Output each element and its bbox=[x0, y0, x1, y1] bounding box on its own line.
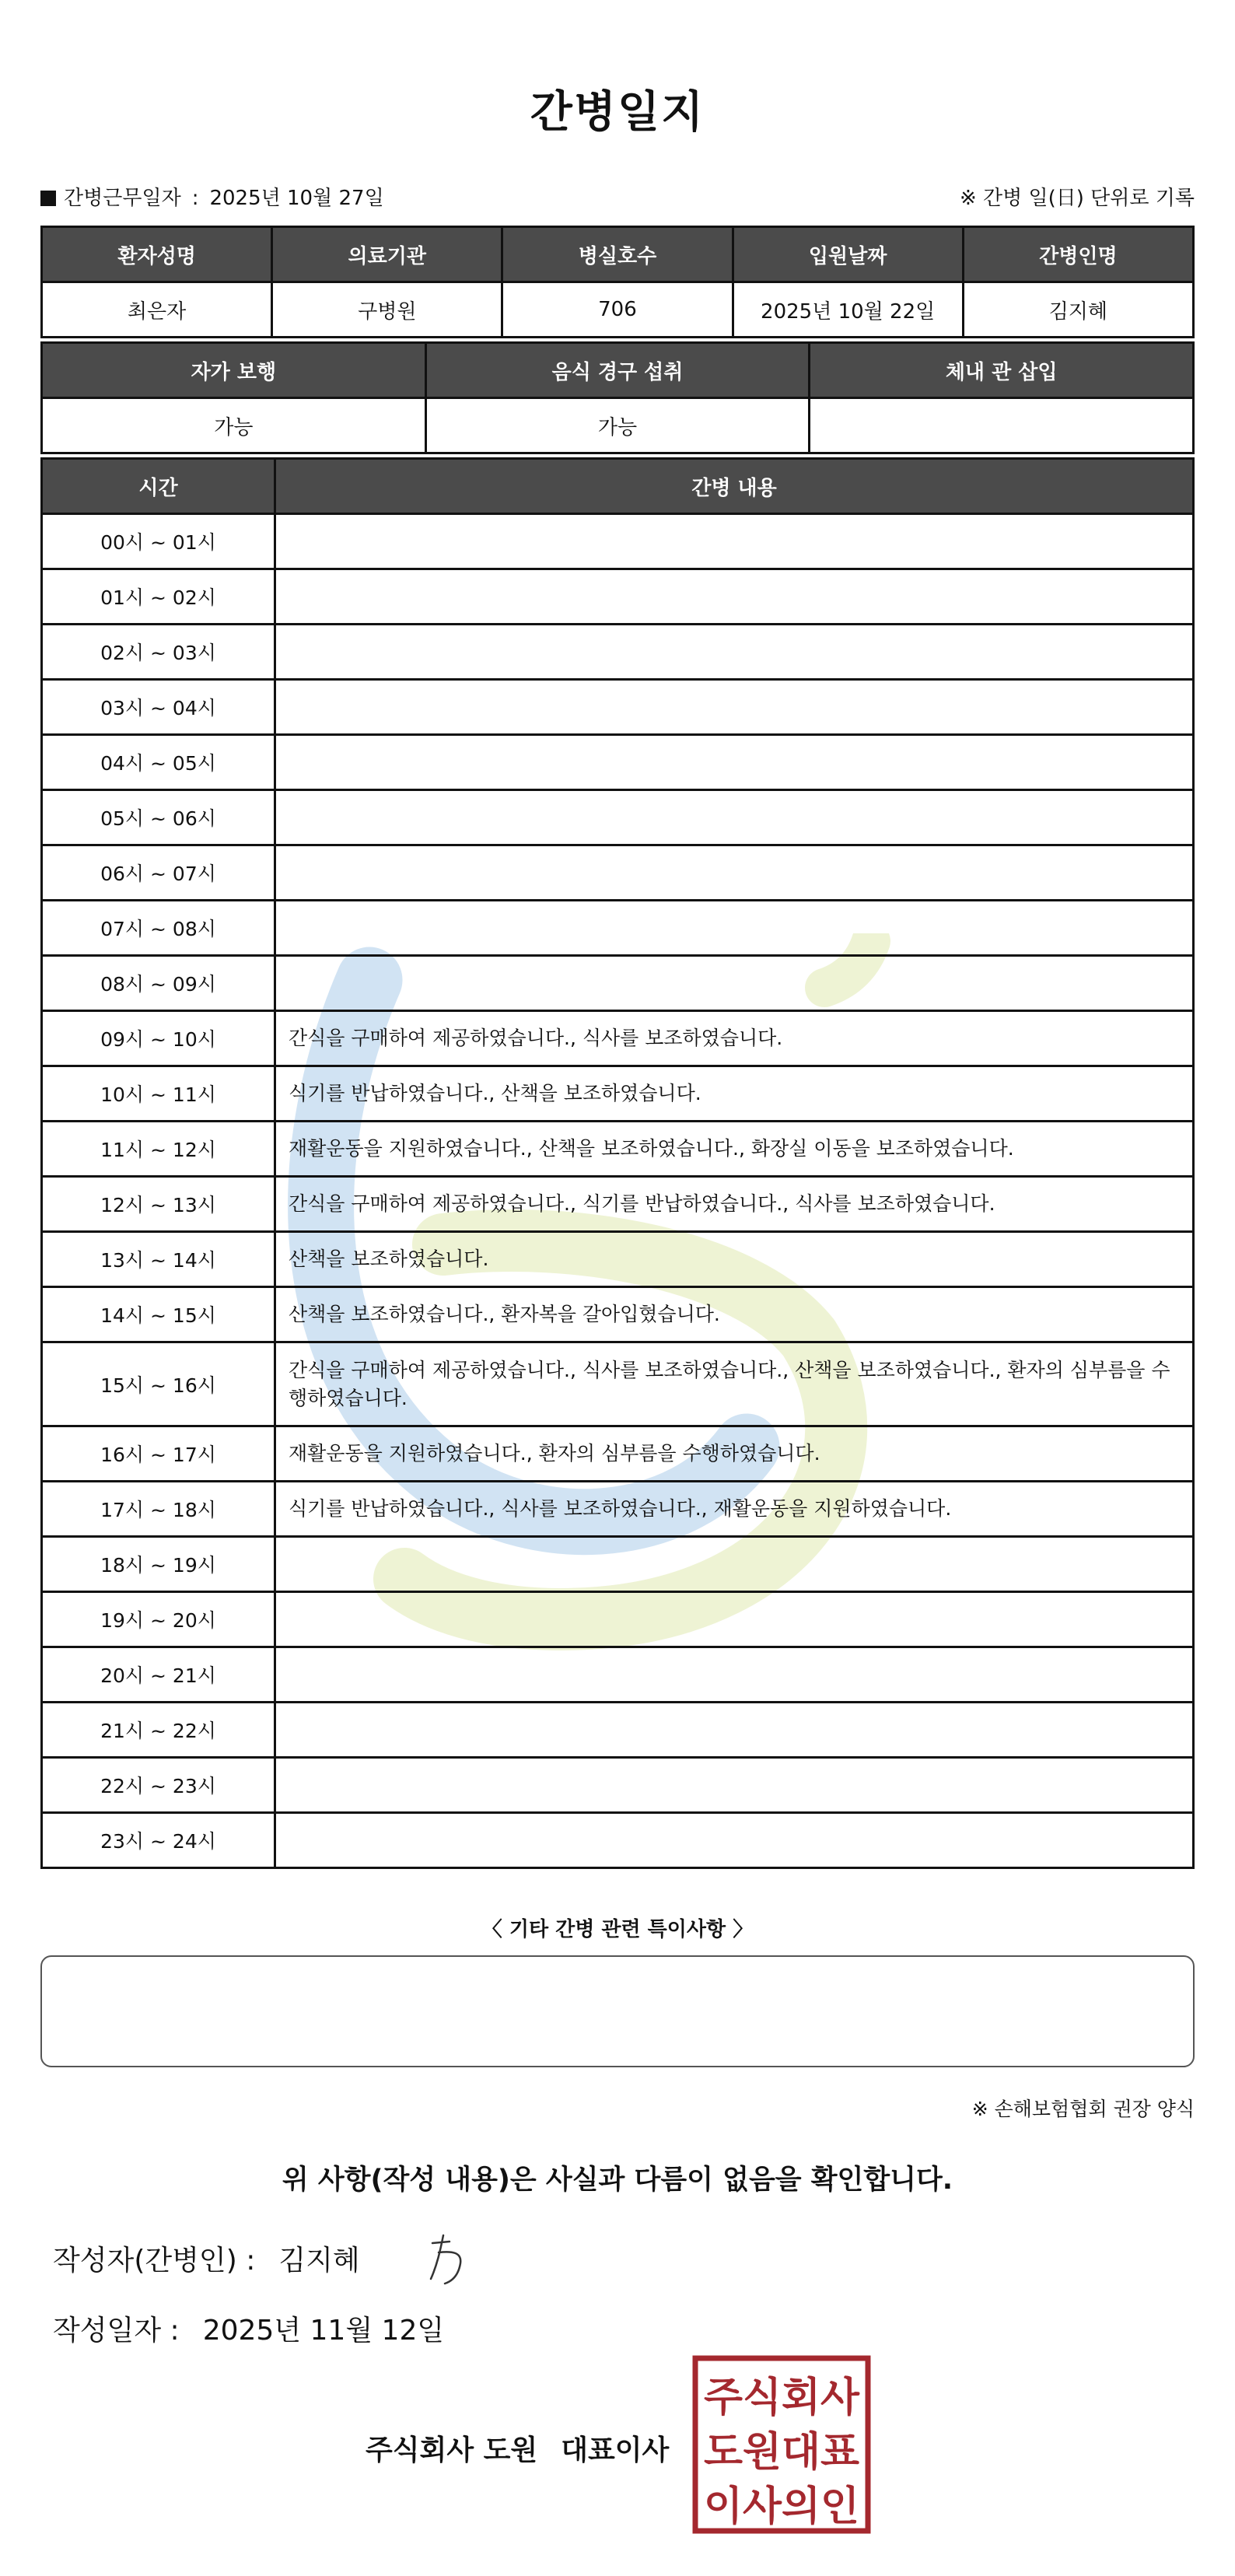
log-content bbox=[275, 956, 1194, 1011]
duty-date-value: 2025년 10월 27일 bbox=[209, 187, 384, 210]
log-content bbox=[275, 1703, 1194, 1758]
walking-status: 가능 bbox=[42, 398, 426, 453]
patient-info-table bbox=[40, 226, 1195, 338]
log-content: 산책을 보조하였습니다. bbox=[275, 1232, 1194, 1287]
seal-text: 주식회사 bbox=[704, 2375, 860, 2421]
oral-intake-status: 가능 bbox=[425, 398, 810, 453]
log-row bbox=[42, 1177, 1194, 1232]
log-content: 재활운동을 지원하였습니다., 환자의 심부름을 수행하였습니다. bbox=[275, 1426, 1194, 1482]
seal-text: 도원대표 bbox=[704, 2429, 859, 2476]
status-header: 체내 관 삽입 bbox=[810, 343, 1194, 398]
log-time: 23시 ~ 24시 bbox=[42, 1813, 275, 1868]
log-row bbox=[42, 1482, 1194, 1537]
log-content bbox=[275, 1758, 1194, 1813]
log-row bbox=[42, 1011, 1194, 1066]
status-header: 음식 경구 섭취 bbox=[425, 343, 810, 398]
admission-date: 2025년 10월 22일 bbox=[733, 282, 963, 338]
log-time: 02시 ~ 03시 bbox=[42, 625, 275, 680]
form-source-note: ※ 손해보험협회 권장 양식 bbox=[971, 2098, 1195, 2120]
document-title: 간병일지 bbox=[530, 87, 705, 138]
daily-record-note: ※ 간병 일(日) 단위로 기록 bbox=[959, 187, 1195, 210]
notes-box bbox=[40, 1955, 1195, 2067]
log-time: 01시 ~ 02시 bbox=[42, 569, 275, 625]
log-content bbox=[275, 625, 1194, 680]
log-content bbox=[275, 1813, 1194, 1868]
signer-name: 김지혜 bbox=[278, 2245, 360, 2277]
log-header-content: 간병 내용 bbox=[275, 459, 1194, 514]
log-row bbox=[42, 569, 1194, 625]
log-row bbox=[42, 514, 1194, 569]
log-time: 00시 ~ 01시 bbox=[42, 514, 275, 569]
log-row bbox=[42, 845, 1194, 901]
log-row bbox=[42, 1342, 1194, 1426]
square-bullet-icon bbox=[40, 191, 56, 206]
log-time: 17시 ~ 18시 bbox=[42, 1482, 275, 1537]
log-content: 재활운동을 지원하였습니다., 산책을 보조하였습니다., 화장실 이동을 보조하였습니다. bbox=[275, 1122, 1194, 1177]
log-time: 10시 ~ 11시 bbox=[42, 1066, 275, 1122]
log-content bbox=[275, 1592, 1194, 1647]
log-time: 08시 ~ 09시 bbox=[42, 956, 275, 1011]
company-seal-stamp bbox=[692, 2355, 871, 2534]
log-time: 07시 ~ 08시 bbox=[42, 901, 275, 956]
log-content bbox=[275, 790, 1194, 845]
notes-title: 〈 기타 간병 관련 특이사항 〉 bbox=[481, 1918, 754, 1941]
info-header: 의료기관 bbox=[272, 227, 502, 282]
seal-text: 이사의인 bbox=[704, 2483, 859, 2530]
log-row bbox=[42, 1287, 1194, 1342]
confirmation-statement: 위 사항(작성 내용)은 사실과 다름이 없음을 확인합니다. bbox=[282, 2165, 953, 2196]
log-row bbox=[42, 1647, 1194, 1703]
company-name: 주식회사 도원 bbox=[366, 2434, 538, 2466]
duty-date-separator: : bbox=[191, 187, 199, 210]
log-content bbox=[275, 1537, 1194, 1592]
log-content bbox=[275, 901, 1194, 956]
log-row bbox=[42, 1232, 1194, 1287]
status-header: 자가 보행 bbox=[42, 343, 426, 398]
written-date-value: 2025년 11월 12일 bbox=[202, 2315, 445, 2347]
log-content bbox=[275, 1647, 1194, 1703]
log-row bbox=[42, 790, 1194, 845]
log-time: 03시 ~ 04시 bbox=[42, 680, 275, 735]
log-content: 간식을 구매하여 제공하였습니다., 식사를 보조하였습니다., 산책을 보조하였습니다., 환자의 심부름을 수행하였습니다. bbox=[275, 1342, 1194, 1426]
log-time: 16시 ~ 17시 bbox=[42, 1426, 275, 1482]
hospital-name: 구병원 bbox=[272, 282, 502, 338]
log-time: 20시 ~ 21시 bbox=[42, 1647, 275, 1703]
log-content: 간식을 구매하여 제공하였습니다., 식사를 보조하였습니다. bbox=[275, 1011, 1194, 1066]
log-content bbox=[275, 680, 1194, 735]
info-header: 입원날짜 bbox=[733, 227, 963, 282]
log-row bbox=[42, 1122, 1194, 1177]
log-content bbox=[275, 845, 1194, 901]
log-row bbox=[42, 680, 1194, 735]
log-content: 식기를 반납하였습니다., 식사를 보조하였습니다., 재활운동을 지원하였습니다. bbox=[275, 1482, 1194, 1537]
info-header: 환자성명 bbox=[42, 227, 272, 282]
log-row bbox=[42, 625, 1194, 680]
handwritten-signature bbox=[426, 2232, 473, 2287]
log-content: 간식을 구매하여 제공하였습니다., 식기를 반납하였습니다., 식사를 보조하였습니다. bbox=[275, 1177, 1194, 1232]
log-time: 18시 ~ 19시 bbox=[42, 1537, 275, 1592]
log-content bbox=[275, 735, 1194, 790]
log-time: 13시 ~ 14시 bbox=[42, 1232, 275, 1287]
log-time: 22시 ~ 23시 bbox=[42, 1758, 275, 1813]
info-header: 병실호수 bbox=[502, 227, 733, 282]
log-row bbox=[42, 735, 1194, 790]
room-number: 706 bbox=[502, 282, 733, 338]
log-header-time: 시간 bbox=[42, 459, 275, 514]
log-content: 산책을 보조하였습니다., 환자복을 갈아입혔습니다. bbox=[275, 1287, 1194, 1342]
company-title: 대표이사 bbox=[561, 2434, 670, 2466]
caregiver-name: 김지혜 bbox=[963, 282, 1193, 338]
log-time: 05시 ~ 06시 bbox=[42, 790, 275, 845]
tube-insertion-status bbox=[810, 398, 1194, 453]
written-date-row bbox=[53, 2308, 444, 2348]
log-time: 11시 ~ 12시 bbox=[42, 1122, 275, 1177]
log-time: 09시 ~ 10시 bbox=[42, 1011, 275, 1066]
log-row bbox=[42, 1066, 1194, 1122]
company-signature bbox=[366, 2428, 669, 2468]
log-row bbox=[42, 1592, 1194, 1647]
signer-label: 작성자(간병인) : bbox=[53, 2245, 256, 2277]
log-time: 12시 ~ 13시 bbox=[42, 1177, 275, 1232]
written-date-label: 작성일자 : bbox=[53, 2315, 180, 2347]
log-time: 06시 ~ 07시 bbox=[42, 845, 275, 901]
signer-row bbox=[53, 2238, 360, 2278]
log-time: 04시 ~ 05시 bbox=[42, 735, 275, 790]
log-row bbox=[42, 901, 1194, 956]
log-time: 15시 ~ 16시 bbox=[42, 1342, 275, 1426]
duty-date-line bbox=[40, 182, 384, 211]
patient-name: 최은자 bbox=[42, 282, 272, 338]
info-header: 간병인명 bbox=[963, 227, 1193, 282]
log-row bbox=[42, 1537, 1194, 1592]
log-row bbox=[42, 1426, 1194, 1482]
log-time: 14시 ~ 15시 bbox=[42, 1287, 275, 1342]
duty-date-label: 간병근무일자 bbox=[64, 187, 181, 210]
patient-status-table bbox=[40, 341, 1195, 454]
log-row bbox=[42, 1703, 1194, 1758]
log-time: 21시 ~ 22시 bbox=[42, 1703, 275, 1758]
care-log-table bbox=[40, 457, 1195, 1869]
log-row bbox=[42, 1813, 1194, 1868]
log-row bbox=[42, 1758, 1194, 1813]
log-time: 19시 ~ 20시 bbox=[42, 1592, 275, 1647]
log-content bbox=[275, 514, 1194, 569]
log-content bbox=[275, 569, 1194, 625]
log-content: 식기를 반납하였습니다., 산책을 보조하였습니다. bbox=[275, 1066, 1194, 1122]
log-row bbox=[42, 956, 1194, 1011]
